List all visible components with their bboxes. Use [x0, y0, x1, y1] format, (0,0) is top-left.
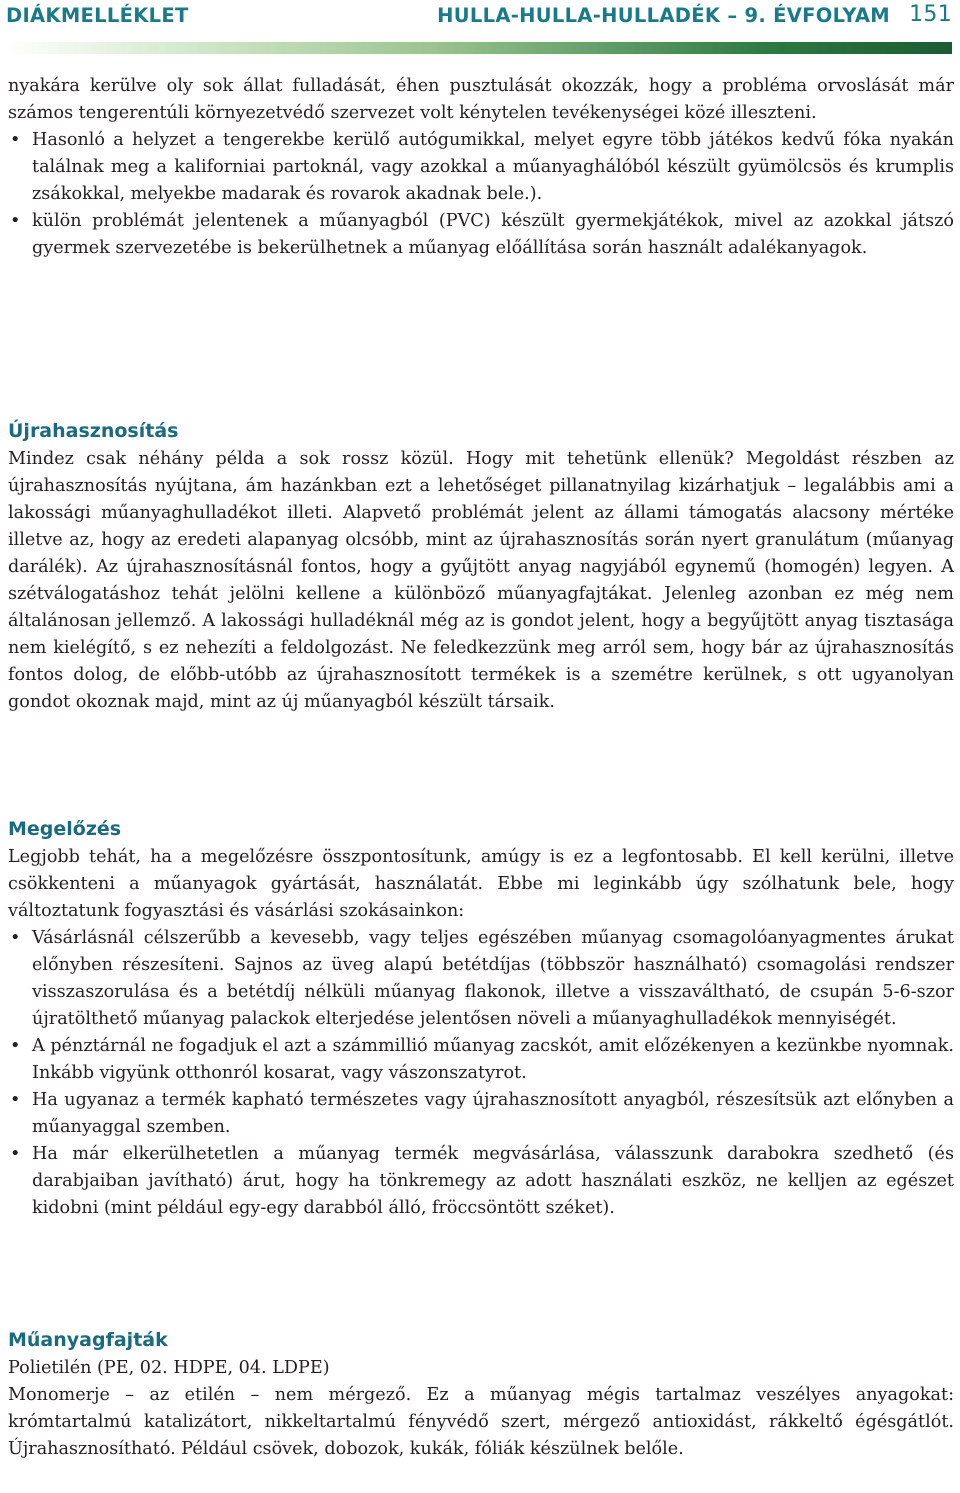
header-section-label: DIÁKMELLÉKLET	[6, 4, 189, 27]
section-title-plastics: Műanyagfajták	[8, 1329, 168, 1351]
list-item: • A pénztárnál ne fogadjuk el azt a számmillió műanyag zacskót, amit előzékenyen a kezünkbe nyomnak. Inkább vigyünk otthonról kosarat, vagy vászonszatyrot.	[8, 1033, 954, 1087]
intro-block	[8, 73, 954, 262]
plastics-body: Monomerje – az etilén – nem mérgező. Ez a műanyag mégis tartalmaz veszélyes anyagokat: krómtartalmú katalizátort, nikkeltartalmú fényvédő szert, mérgező antioxidást, rákkeltő égésgátlót. Újrahasznosítható. Például csövek, dobozok, kukák, fóliák készülnek belőle.	[8, 1385, 954, 1459]
plastics-subtitle: Polietilén (PE, 02. HDPE, 04. LDPE)	[8, 1358, 330, 1378]
list-item: • Hasonló a helyzet a tengerekbe kerülő autógumikkal, melyet egyre több játékos kedvű fóka nyakán találnak meg a kaliforniai partoknál, vagy azokkal a műanyaghálóból készült gyümölcsös és krumplis zsákokkal, melyekbe madarak és rovarok akadnak bele.).	[8, 127, 954, 208]
header-chapter-title: HULLA-HULLA-HULLADÉK – 9. ÉVFOLYAM	[437, 4, 890, 27]
running-header	[6, 2, 952, 32]
prevention-intro: Legjobb tehát, ha a megelőzésre összpontosítunk, amúgy is ez a legfontosabb. El kell kerülni, illetve csökkenteni a műanyagok gyártását, használatát. Ebbe mi leginkább úgy szólhatunk bele, hogy változtatunk fogyasztási és vásárlási szokásainkon:	[8, 847, 954, 921]
header-gradient-rule	[6, 42, 952, 54]
intro-continuation: nyakára kerülve oly sok állat fulladását, éhen pusztulását okozzák, hogy a probléma orvoslását már számos tengerentúli környezetvédő szervezet volt kénytelen tevékenységei közé illeszteni.	[8, 76, 954, 123]
list-item: • külön problémát jelentenek a műanyagból (PVC) készült gyermekjátékok, mivel az azokkal játszó gyermek szervezetébe is bekerülhetnek a műanyag előállítása során használt adalékanyagok.	[8, 208, 954, 262]
prevention-block	[8, 844, 954, 1222]
list-item: • Vásárlásnál célszerűbb a kevesebb, vagy teljes egészében műanyag csomagolóanyagmentes árukat előnyben részesíteni. Sajnos az üveg alapú betétdíjas (többször használható) csomagolási rendszer visszaszorulása és a betétdíj nélküli műanyag flakonok, illetve a visszaváltható, de csupán 5-6-szor újratölthető műanyag palackok elterjedése jelentősen növeli a műanyaghulladékok mennyiségét.	[8, 925, 954, 1033]
section-title-prevention: Megelőzés	[8, 818, 122, 840]
list-item: • Ha már elkerülhetetlen a műanyag termék megvásárlása, válasszunk darabokra szedhető (és darabjaiban javítható) árut, hogy ha tönkremegy az adott használati eszköz, ne kelljen az egészet kidobni (mint például egy-egy darabból álló, fröccsöntött széket).	[8, 1141, 954, 1222]
recycling-body: Mindez csak néhány példa a sok rossz közül. Hogy mit tehetünk ellenük? Megoldást részben az újrahasznosítás nyújtana, ám hazánkban ezt a lehetőséget pillanatnyilag kizárhatjuk – legalábbis ami a lakossági műanyaghulladékot illeti. Alapvető problémát jelent az állami támogatás alacsony mértéke illetve az, hogy az eredeti alapanyag olcsóbb, mint az újrahasznosítás során nyert granulátum (műanyag darálék). Az újrahasznosításnál fontos, hogy a gyűjtött anyag nagyjából egynemű (homogén) legyen. A szétválogatáshoz tehát jelölni kellene a különböző műanyagfajtákat. Jelenleg azonban ez még nem általánosan jellemző. A lakossági hulladéknál még az is gondot jelent, hogy a begyűjtött anyag tisztasága nem kielégítő, s ez nehezíti a feldolgozást. Ne feledkezzünk meg arról sem, hogy bár az újrahasznosítás fontos dolog, de előbb-utóbb az újrahasznosított termékek is a szemétre kerülnek, s ott ugyanolyan gondot okoznak majd, mint az új műanyagból készült társaik.	[8, 449, 954, 712]
page-number: 151	[909, 2, 952, 27]
list-item: • Ha ugyanaz a termék kapható természetes vagy újrahasznosított anyagból, részesítsük azt előnyben a műanyaggal szemben.	[8, 1087, 954, 1141]
section-title-recycling: Újrahasznosítás	[8, 420, 179, 442]
